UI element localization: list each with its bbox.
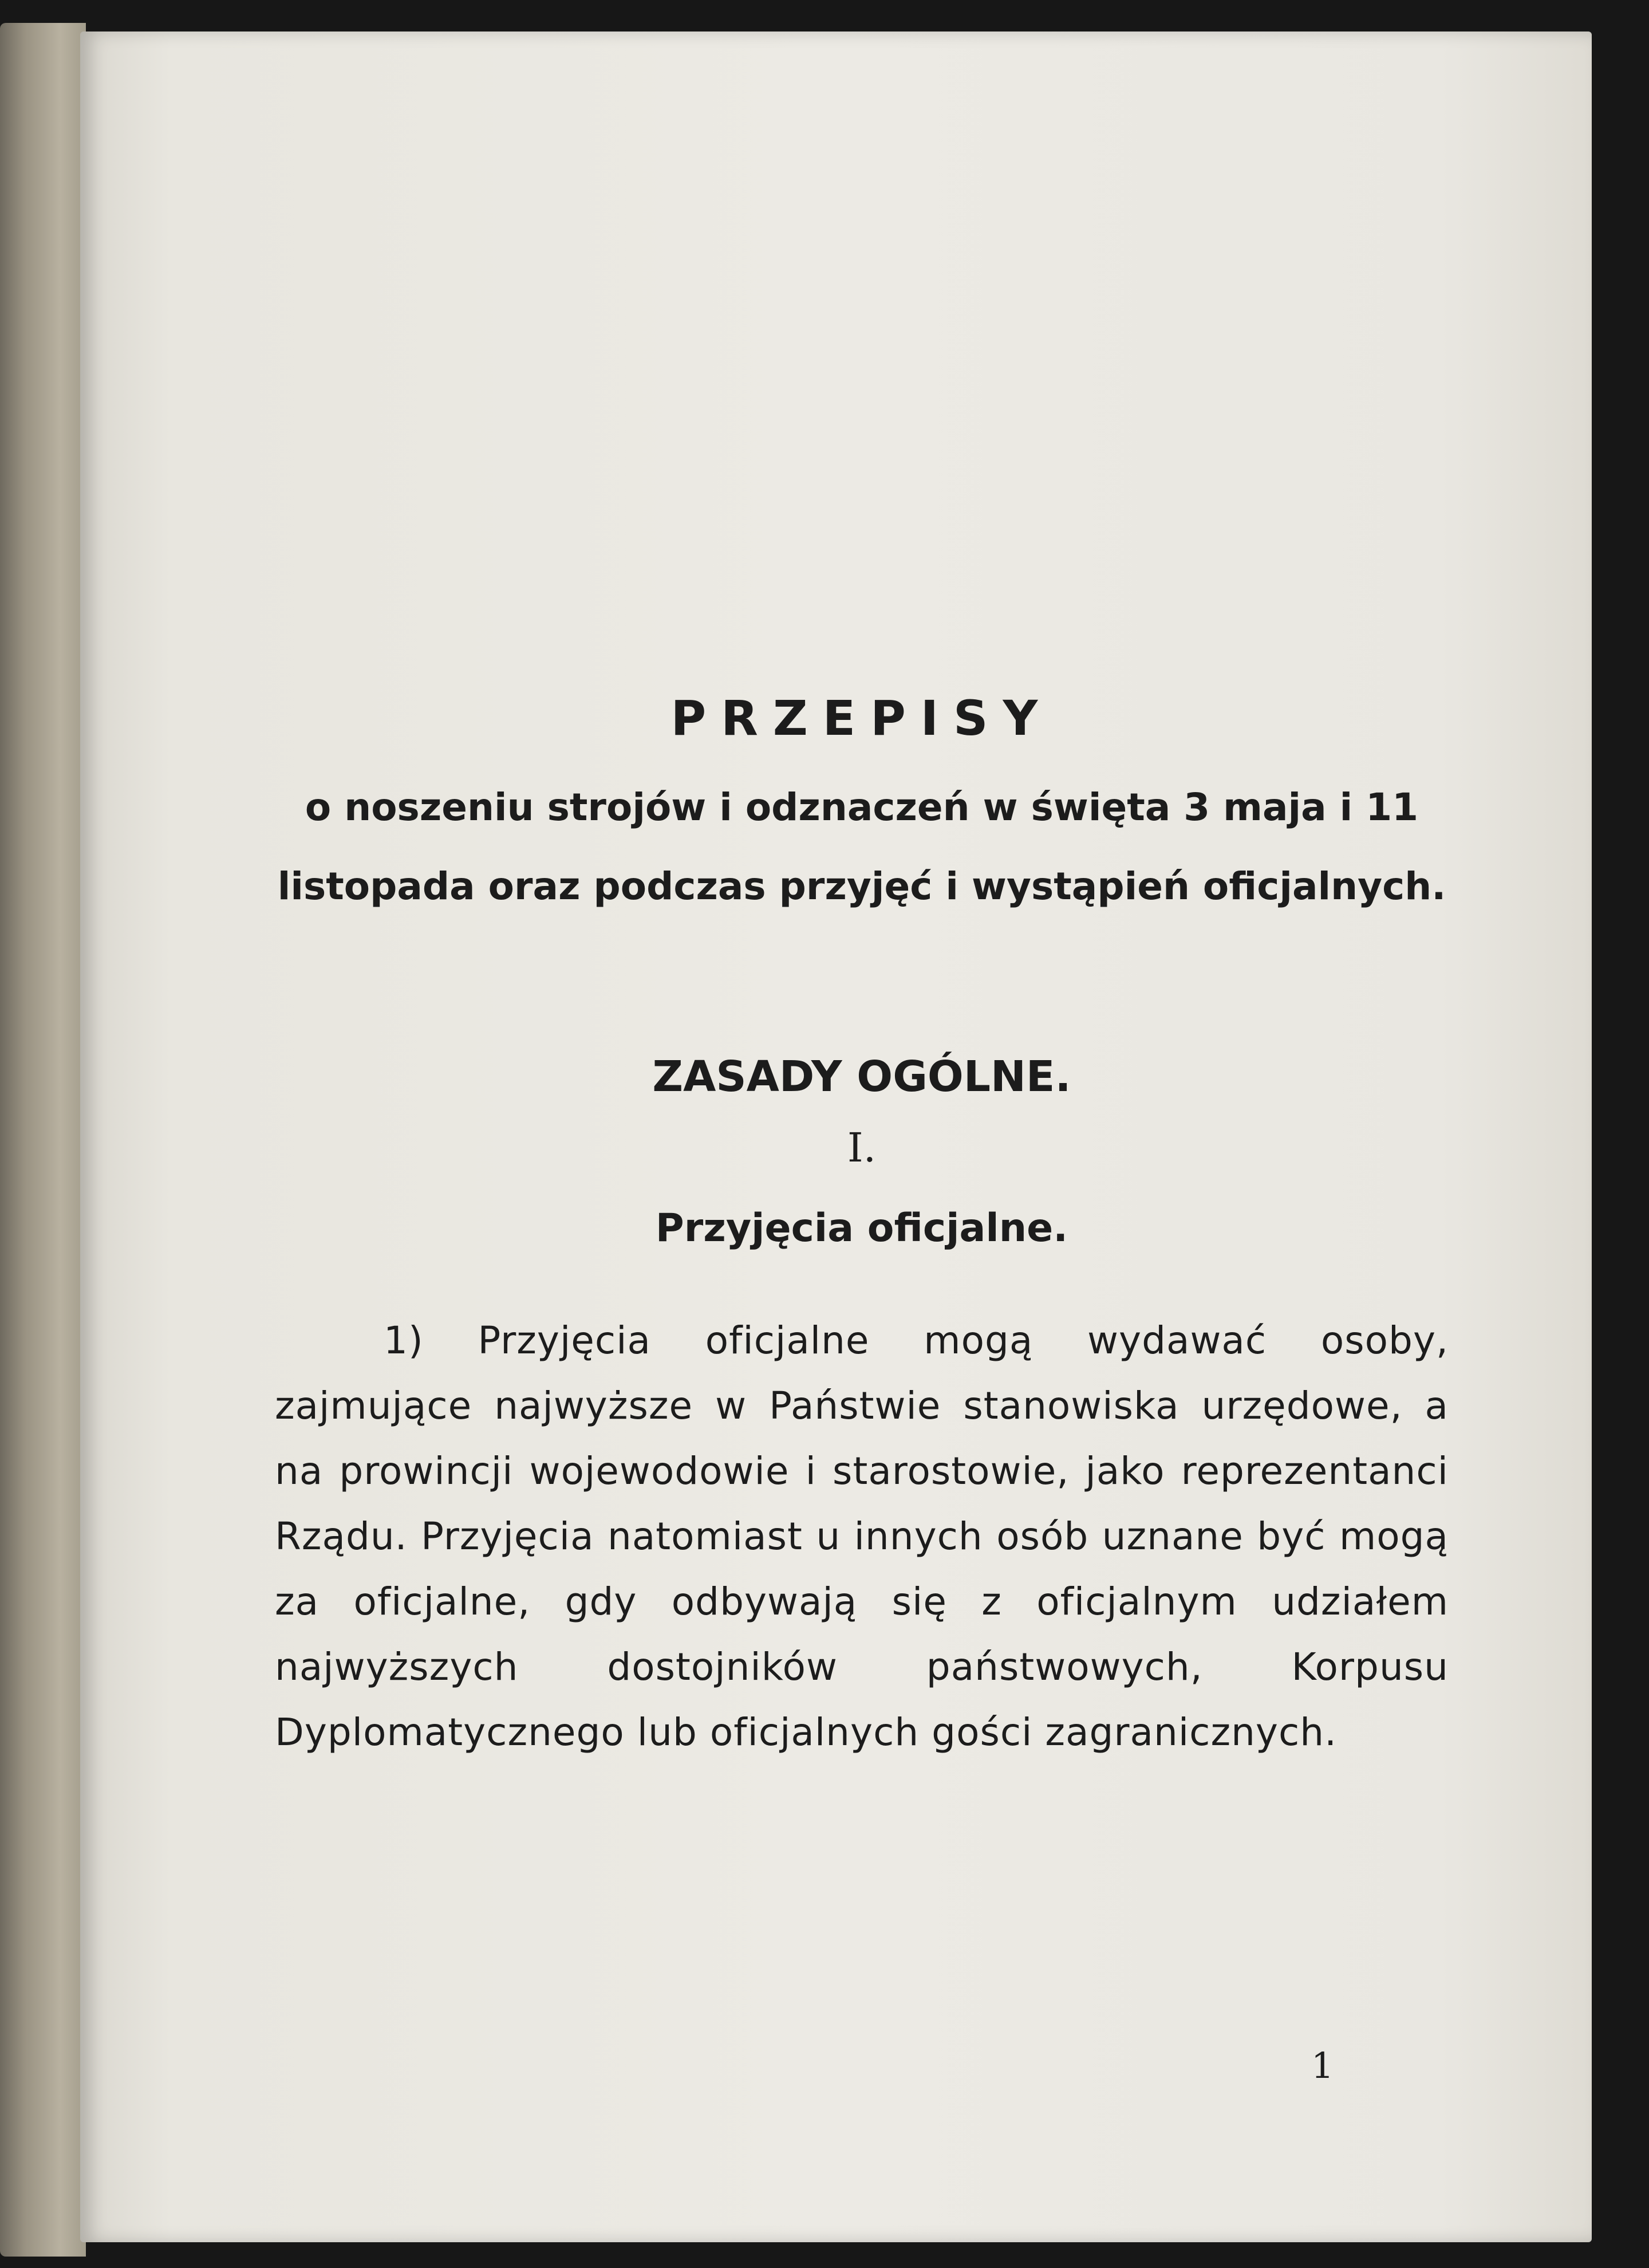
paragraph-1: 1) Przyjęcia oficjalne mogą wydawać osoby, zajmujące najwyższe w Państwie stanowiska urzędowe, a na prowincji wojewodowie i starostowie, jako reprezentanci Rządu. Przyjęcia natomiast u innych osób uznane być mogą za oficjalne, gdy odbywają się z oficjalnym udziałem najwyższych dostojników państwowych, Korpusu Dyplomatycznego lub oficjalnych gości zagranicznych. <box>275 1318 1449 1754</box>
subsection-heading: Przyjęcia oficjalne. <box>655 1206 1068 1251</box>
section-heading: ZASADY OGÓLNE. <box>652 1052 1071 1101</box>
booklet-spine <box>0 23 86 2257</box>
document-subtitle: o noszeniu strojów i odznaczeń w święta 3 maja i 11 listopada oraz podczas przyjęć i wystąpień oficjalnych. <box>277 785 1446 908</box>
document-title: PRZEPISY <box>670 690 1053 746</box>
section-number: I. <box>847 1124 876 1171</box>
page-number: 1 <box>1311 2045 1334 2086</box>
document-page <box>80 32 1592 2242</box>
page-content <box>275 690 1449 1765</box>
